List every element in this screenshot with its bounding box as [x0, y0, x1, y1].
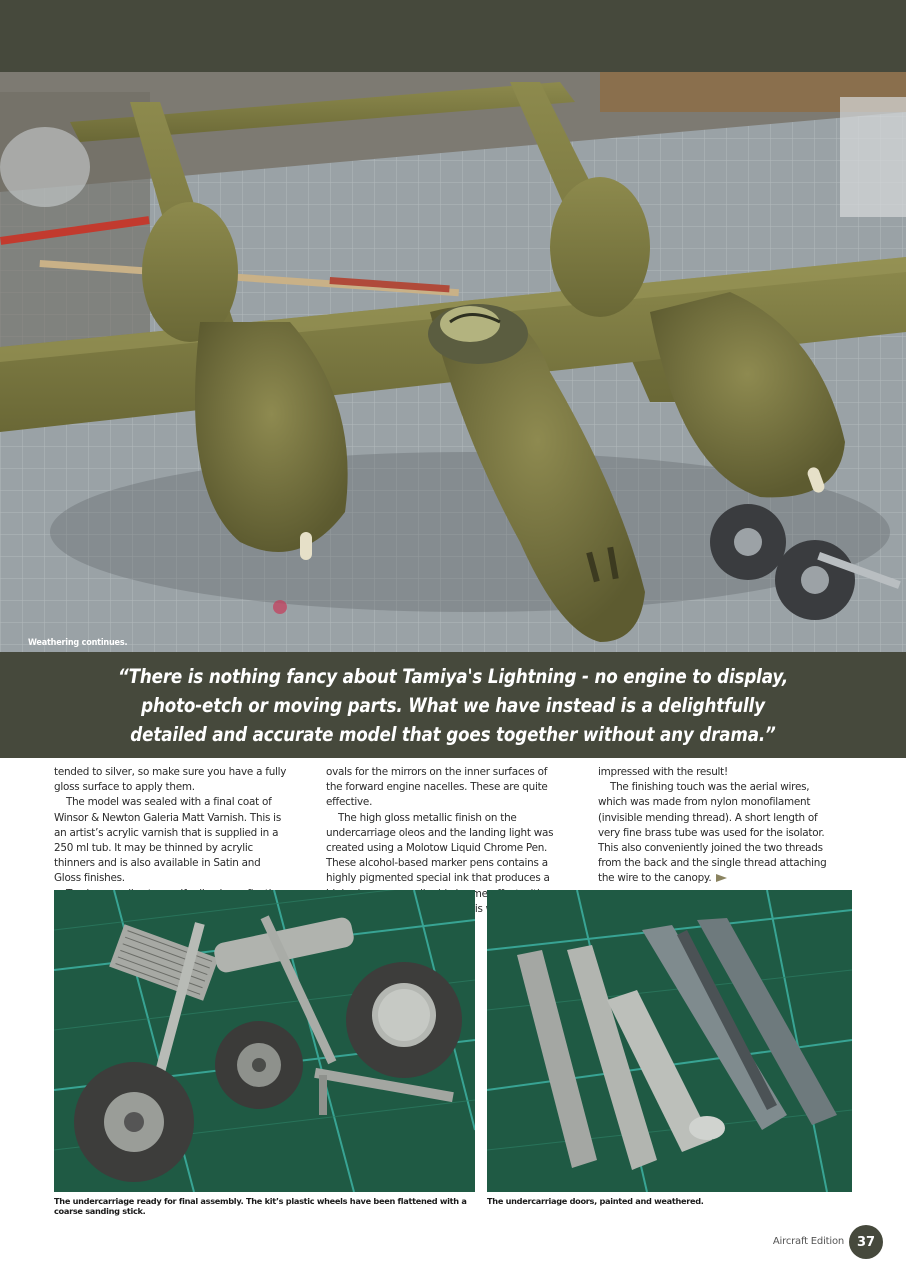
undercarriage-photo	[54, 890, 475, 1192]
undercarriage-doors-photo	[487, 890, 852, 1192]
photo-caption-doors: The undercarriage doors, painted and weathered.	[487, 1196, 704, 1206]
paragraph: tended to silver, so make sure you have a fully gloss surface to apply them.	[54, 766, 287, 794]
pull-quote-band	[0, 652, 906, 758]
page-number-badge: 37	[849, 1225, 883, 1259]
paragraph: impressed with the result!	[598, 766, 728, 778]
paragraph-last	[598, 780, 833, 886]
undercarriage-doors-illustration	[487, 890, 852, 1192]
undercarriage-illustration	[54, 890, 475, 1192]
continue-arrow-icon	[716, 874, 727, 882]
pull-quote: “There is nothing fancy about Tamiya's Lightning - no engine to display, photo-etch or moving parts. What we have instead is a delightfully detailed and accurate model that goes together without any drama.”	[117, 664, 789, 746]
paragraph: The model was sealed with a final coat of Winsor & Newton Galeria Matt Varnish. This is an artist’s acrylic varnish that is supplied in a 250 ml tub. It may be thinned by acrylic thinners and is also available in Satin and Gloss finishes.	[54, 796, 281, 885]
hero-photo	[0, 72, 906, 652]
paragraph-text: The finishing touch was the aerial wires, which was made from nylon monofilament (invisible mending thread). A short length of very fine brass tube was used for the isolator. This also conveniently joined the two threads from the back and the single thread attaching the wire to the canopy.	[598, 781, 827, 885]
paragraph: The high gloss metallic finish on the undercarriage oleos and the landing light was created using a Molotow Liquid Chrome Pen. These alcohol-based marker pens contains a highly pigmented special ink that produces a	[326, 811, 554, 885]
hero-caption: Weathering continues.	[28, 638, 128, 648]
p38-model-illustration	[0, 72, 906, 652]
top-header-band	[0, 0, 906, 72]
text-column-3	[598, 765, 833, 887]
paragraph: ovals for the mirrors on the inner surfaces of the forward engine nacelles. These are quite effective.	[326, 766, 548, 809]
photo-caption-undercarriage: The undercarriage ready for final assembly. The kit’s plastic wheels have been flattened with a coarse sanding stick.	[54, 1196, 467, 1216]
footer-edition-label: Aircraft Edition	[772, 1236, 844, 1247]
